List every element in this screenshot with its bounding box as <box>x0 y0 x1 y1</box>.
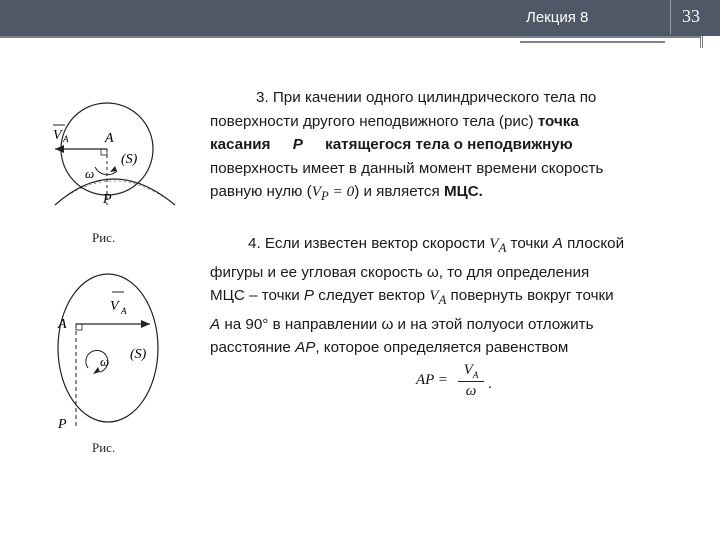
para4-line-4-text: на 90° в направлении ω и на этой полуоси отложить <box>220 315 594 333</box>
fig2-velocity-label: V <box>110 299 119 314</box>
formula-numerator-v: V <box>463 362 473 378</box>
formula-numerator <box>458 362 484 380</box>
fig1-caption: Рис. <box>92 230 116 245</box>
fig2-point-a: A <box>58 317 67 332</box>
formula-fraction <box>458 362 484 400</box>
para3-line-5-mid: ) и является <box>354 183 444 200</box>
sidebar-decoration <box>700 36 720 48</box>
para4-line-3-end: повернуть вокруг точки <box>446 287 614 305</box>
para4-velocity-sub: A <box>498 241 507 256</box>
para4-point-a-2: A <box>210 315 221 333</box>
lecture-title: Лекция 8 <box>526 9 589 26</box>
formula-lhs: AP = <box>416 372 448 388</box>
para4-line-3 <box>210 284 686 313</box>
title-underline <box>520 41 665 43</box>
para4-line-1-text: 4. Если известен вектор скорости <box>248 235 490 252</box>
para4-velocity-2-sub: A <box>438 293 447 308</box>
fig2-velocity-sub: A <box>121 306 127 316</box>
para4-line-2: фигуры и ее угловая скорость ω, то для определения <box>210 263 590 281</box>
fig1-point-p: P <box>103 192 112 207</box>
para3-line-5 <box>210 180 686 209</box>
para3-line-1: 3. При качении одного цилиндрического тела по <box>256 89 597 106</box>
para4-line-1-mid: точки <box>506 235 553 252</box>
para3-line-3-bold: касания <box>210 136 271 153</box>
figure-rolling-cylinder <box>45 95 180 215</box>
formula-trail: . <box>488 376 492 392</box>
fig1-velocity-sub: A <box>63 134 69 144</box>
para3-mcs: МЦС. <box>443 183 483 200</box>
paragraph-3 <box>210 86 686 209</box>
formula-bar <box>458 381 484 382</box>
para3-point-p: P <box>292 136 303 153</box>
page-number: 33 <box>682 6 700 26</box>
para4-point-a: A <box>552 235 563 252</box>
fig2-caption: Рис. <box>92 440 116 455</box>
para3-velocity: V <box>311 183 322 200</box>
fig1-body-label: (S) <box>121 152 138 167</box>
formula-denominator: ω <box>465 383 477 399</box>
para4-velocity-2: V <box>429 287 439 305</box>
para3-line-2 <box>210 110 686 134</box>
para4-line-5 <box>210 336 686 360</box>
para4-line-5-text: расстояние <box>210 339 296 357</box>
figure-velocity-rotation <box>50 270 170 445</box>
para4-point-p: P <box>303 287 315 305</box>
fig2-omega: ω <box>100 354 110 369</box>
header-rule <box>0 36 700 38</box>
para3-line-4: поверхность имеет в данный момент времени скорость <box>210 159 604 177</box>
para3-line-2-bold: точка <box>537 112 579 130</box>
formula-numerator-sub: A <box>472 370 479 380</box>
para4-line-3-mid: следует вектор <box>314 287 430 305</box>
paragraph-4 <box>210 232 686 360</box>
fig1-point-a: A <box>105 131 114 146</box>
para3-line-2-text: поверхности другого неподвижного тела (рис) <box>210 112 534 130</box>
para4-line-5-end: , которое определяется равенством <box>315 339 569 357</box>
page-number-box <box>670 0 711 34</box>
para3-line-5-text: равную нулю ( <box>210 183 312 200</box>
para3-line-3 <box>210 133 686 157</box>
para3-equals-zero: = 0 <box>328 183 355 200</box>
fig1-velocity-label: V <box>53 128 62 143</box>
para4-ap: AP <box>295 339 316 357</box>
para4-line-1 <box>210 232 686 261</box>
para3-velocity-sub: P <box>321 189 329 204</box>
para4-velocity: V <box>489 235 499 252</box>
fig2-body-label: (S) <box>130 347 147 362</box>
para3-line-3-text: катящегося тела о неподвижную <box>325 136 573 153</box>
para4-line-3-text: МЦС – точки <box>210 287 304 305</box>
slide-header-bar <box>0 0 720 36</box>
fig2-point-p: P <box>58 417 67 432</box>
fig1-omega: ω <box>85 166 95 181</box>
para4-line-4 <box>210 313 686 337</box>
para4-line-1-end: плоской <box>562 235 625 252</box>
